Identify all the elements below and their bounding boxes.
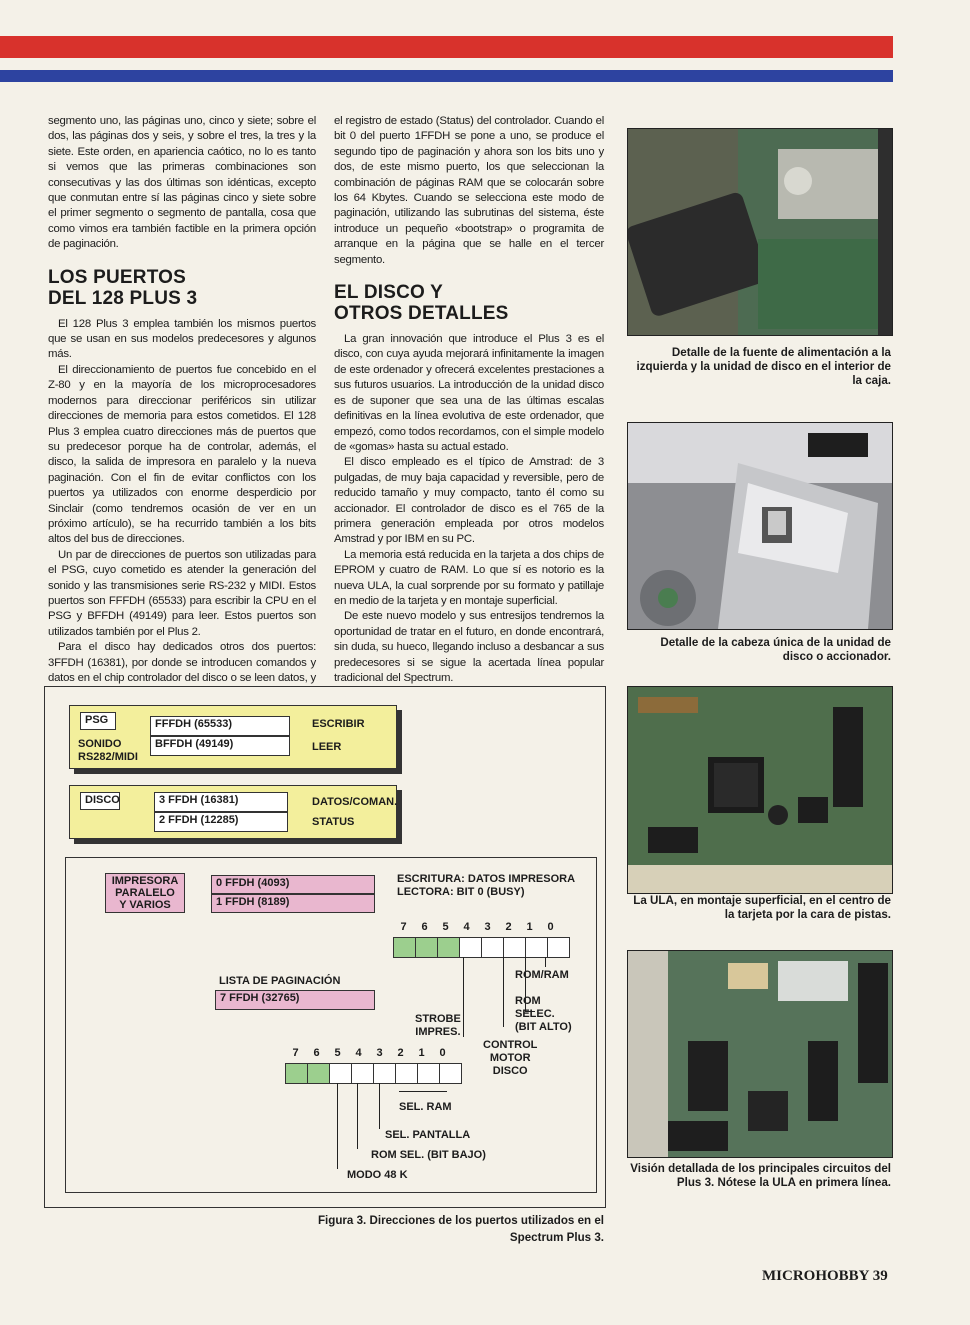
sel-ram-bracket [399,1091,447,1092]
bit-cell [525,937,548,958]
bit-numbers-lower [285,1047,453,1059]
psg-tag: PSG [80,712,116,730]
bit-number: 2 [505,921,512,933]
bit-cell [459,937,482,958]
bit-number: 1 [418,1047,425,1059]
bit-number: 4 [463,921,470,933]
printer-tag [105,873,185,913]
bit-cell [547,937,570,958]
bit-cell [351,1063,374,1084]
psg-desc [78,738,138,764]
caption-photo-1: Detalle de la fuente de alimentación a la izquierda y la unidad de disco en el interior de la caja. [636,346,891,387]
paragraph: La gran innovación que introduce el Plus 3 es el disco, con cuya ayuda mejorará infinitamente la imagen de este ordenador y ofrecerá excelentes prestaciones a sus futuros usuarios. La introducción de la unidad disco es de suponer que sea una de las últimas escalas definitivas en la línea evolutiva de este ordenador, que empezó, como todos recordamos, con el simple modelo de «gomas» hasta su actual estado. [334,333,604,453]
paragraph: El disco empleado es el típico de Amstrad: de 3 pulgadas, de muy baja capacidad y reversible, pero de reducido tamaño y muy compacto, tanto él como su accionador. El controlador de disco es el 765 de la primera generación empleada por otros modelos Amstrad y por IBM en su PC. [334,456,604,546]
motor-control-line: MOTOR [489,1052,531,1064]
photo-power-supply [627,128,893,336]
printer-tag-line: Y VARIOS [119,899,171,911]
heading-line: LOS PUERTOS [48,266,187,288]
psg-desc-line: SONIDO [78,738,122,750]
bit-number: 0 [439,1047,446,1059]
bit-register-lower [286,1063,462,1084]
printer-note-line: LECTORA: BIT 0 (BUSY) [397,886,525,898]
header-stripe-blue [0,70,893,82]
bit-cell [415,937,438,958]
bit-number: 4 [355,1047,362,1059]
paragraph: La memoria está reducida en la tarjeta a dos chips de EPROM y cuatro de RAM. Lo que sí es notorio es la nueva ULA, la cual sorprende por su formato y patillaje en medio de la tarjeta y en montaje superficial. [334,548,604,607]
photo-circuits-image [628,951,892,1157]
page-number: 39 [872,1268,888,1284]
caption-photo-4: Visión detallada de los principales circuitos del Plus 3. Nótese la ULA en primera línea. [630,1162,891,1189]
footer [762,1268,888,1285]
bit-register-upper [394,937,570,958]
printer-tag-line: IMPRESORA [111,875,179,887]
label-sel-ram: SEL. RAM [399,1101,452,1113]
strobe-line: IMPRES. [415,1026,461,1038]
bit-number: 6 [421,921,428,933]
disco-block [69,785,397,839]
printer-notes [397,873,575,899]
paragraph: Para el disco hay dedicados otros dos puertos: 3FFDH (16381), por donde se introducen comandos y datos en el chip controlador del disco o se leen datos, y [48,641,316,684]
rom-select-line: ROM [515,995,541,1007]
disco-action-1: DATOS/COMAN. [312,796,398,808]
psg-port-1: FFFDH (65533) [150,716,290,736]
label-sel-pantalla: SEL. PANTALLA [385,1129,471,1141]
column-1 [48,114,316,702]
paragraph: De este nuevo modelo y sus entresijos tendremos la oportunidad de tratar en el futuro, en donde encontrará, sin duda, su hueco, llegando incluso a desbancar a sus predecesores si se sigue la acertada línea popular tradicional del Spectrum. [334,610,604,684]
magazine-name: MICROHOBBY [762,1268,869,1284]
label-motor-control [483,1039,537,1078]
bit-number: 2 [397,1047,404,1059]
bit-cell [439,1063,462,1084]
figure-3-diagram [44,686,606,1208]
paragraph: El direccionamiento de puertos fue concebido en el Z-80 y en la mayoría de los microprocesadores modernos para direccionar periféricos sin utilizar direcciones de memoria para estos cometidos. El 128 Plus 3 emplea cuatro direcciones más de puertos que su predecesor porque ha de controlar, además, el disco, la salida de impresora en paralelo y la nueva paginación. Con el fin de evitar conflictos con los puertos ya utilizados con enorme desperdicio por Sinclair (como tendremos ocasión de ver en un próximo artículo), se ha recurrido también a los bits altos del bus de direcciones. [48,363,316,546]
label-rom-select [515,995,572,1034]
connector-line [545,957,546,967]
bit-number: 7 [400,921,407,933]
bit-number: 7 [292,1047,299,1059]
bit-number: 1 [526,921,533,933]
photo-ula [627,686,893,894]
disco-tag: DISCO [80,792,120,810]
bit-cell [329,1063,352,1084]
bit-number: 3 [484,921,491,933]
bit-number: 6 [313,1047,320,1059]
connector-line [463,957,464,1037]
heading-disco [334,282,604,324]
paragraph: El 128 Plus 3 emplea también los mismos puertos que se usan en sus modelos predecesores y algunos más. [48,317,316,361]
heading-puertos [48,267,316,309]
heading-line: DEL 128 PLUS 3 [48,287,198,309]
psg-desc-line: RS282/MIDI [78,751,138,763]
col1-intro: segmento uno, las páginas uno, cinco y siete; sobre el dos, las páginas dos y seis, y sobre el tres, la tres y la siete. Este orden, en apariencia caótico, no lo es tanto si vemos que las primeras combinaciones son consecutivas y las dos últimas son idénticas, excepto que conmutan entre sí las páginas cinco y siete sobre el primer segmento o segmento de pantalla, cosa que como vimos era también factible en la primera opción de paginación. [48,115,316,251]
bit-cell [307,1063,330,1084]
disco-action-2: STATUS [312,816,355,828]
bit-cell [393,937,416,958]
bit-numbers-upper [393,921,561,933]
label-rom-ram: ROM/RAM [515,969,569,981]
printer-port-2: 1 FFDH (8189) [211,894,375,913]
bit-cell [373,1063,396,1084]
photo-circuits [627,950,893,1158]
photo-ula-image [628,687,892,893]
col2-intro: el registro de estado (Status) del controlador. Cuando el bit 0 del puerto 1FFDH se pone a uno, se produce el segundo tipo de paginación y ahora son los bits uno y dos, de este mismo puerto, los que seleccionan la combinación de páginas RAM que se colocarán sobre los 64 Kbytes. Cuando se selecciona este modo de paginación, utilizando las subrutinas del sistema, éste introduce un pequeño «bootstrap» o programita de arranque en la página que se halle en el tercer segmento. [334,115,604,266]
connector-line [379,1083,380,1129]
heading-line: EL DISCO Y [334,282,443,304]
bit-cell [437,937,460,958]
connector-line [357,1083,358,1149]
bit-number: 5 [442,921,449,933]
bit-cell [481,937,504,958]
motor-control-line: CONTROL [483,1039,538,1051]
paragraph: Un par de direcciones de puertos son utilizadas para el PSG, cuyo cometido es atender la generación del sonido y las transmisiones serie RS-232 y MIDI. Estos puertos son FFFDH (65533) para escribir la CPU en el PSG y BFFDH (49149) para leer. Estos puertos son utilizados también por el Plus 2. [48,548,316,638]
disco-port-2: 2 FFDH (12285) [154,812,288,832]
bit-number: 5 [334,1047,341,1059]
bit-cell [285,1063,308,1084]
psg-block [69,705,397,769]
label-rom-sel-bajo: ROM SEL. (BIT BAJO) [371,1149,486,1161]
motor-control-line: DISCO [492,1065,528,1077]
rom-select-line: (BIT ALTO) [515,1021,572,1033]
heading-line: OTROS DETALLES [334,303,509,325]
photo-disk-head-image [628,423,892,629]
strobe-line: STROBE [415,1013,461,1025]
disco-port-1: 3 FFDH (16381) [154,792,288,812]
photo-power-supply-image [628,129,892,335]
psg-port-2: BFFDH (49149) [150,736,290,756]
header-stripe-red [0,36,893,58]
printer-note-line: ESCRITURA: DATOS IMPRESORA [397,873,576,885]
caption-photo-3: La ULA, en montaje superficial, en el centro de la tarjeta por la cara de pistas. [633,894,891,921]
bit-cell [417,1063,440,1084]
bit-number: 3 [376,1047,383,1059]
paging-label: LISTA DE PAGINACIÓN [219,975,341,987]
bit-number: 0 [547,921,554,933]
photo-disk-head [627,422,893,630]
paging-port: 7 FFDH (32765) [215,990,375,1010]
column-2 [334,114,604,686]
psg-action-1: ESCRIBIR [312,718,365,730]
psg-action-2: LEER [312,741,342,753]
caption-photo-2: Detalle de la cabeza única de la unidad de disco o accionador. [660,636,891,663]
figure-caption: Figura 3. Direcciones de los puertos utilizados en el Spectrum Plus 3. [317,1214,604,1244]
connector-line [503,957,504,1027]
printer-tag-line: PARALELO [115,887,175,899]
bit-cell [503,937,526,958]
printer-port-1: 0 FFDH (4093) [211,875,375,894]
label-modo-48k: MODO 48 K [347,1169,408,1181]
rom-select-line: SELEC. [515,1008,555,1020]
bit-cell [395,1063,418,1084]
connector-line [337,1083,338,1169]
label-strobe [415,1013,461,1039]
